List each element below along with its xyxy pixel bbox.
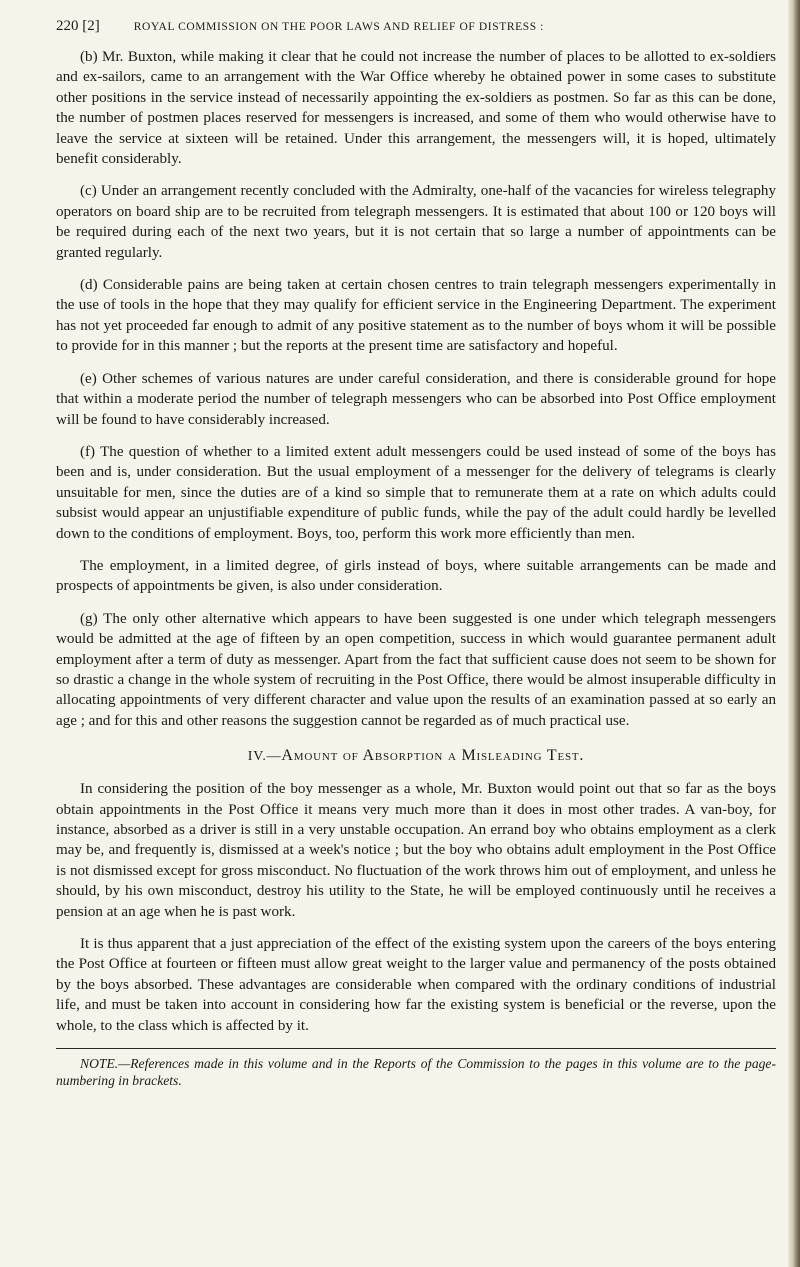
paragraph-e: (e) Other schemes of various natures are under careful consideration, and there is considerable ground for hope that within a moderate period the number of telegraph messengers who can be absorbed into Post Office employment will be found to have considerably increased. bbox=[56, 370, 776, 428]
paragraph-d: (d) Considerable pains are being taken at certain chosen centres to train telegraph messengers experimentally in the use of tools in the hope that they may qualify for efficient service in the Engineering Department. The experiment has not yet proceeded far enough to admit of any positive statement as to the number of boys whom it will be possible to provide for in this manner ; but the reports at the present time are satisfactory and hopeful. bbox=[56, 277, 776, 355]
document-page bbox=[56, 18, 776, 1089]
paragraph-girls: The employment, in a limited degree, of girls instead of boys, where suitable arrangements can be made and prospects of appointments be given, is also under consideration. bbox=[56, 557, 776, 595]
page-number: 220 [2] bbox=[56, 18, 100, 34]
section-paragraph-2: It is thus apparent that a just appreciation of the effect of the existing system upon the careers of the boys entering the Post Office at fourteen or fifteen must allow great weight to the larger value and permanency of the posts obtained by the boys absorbed. These advantages are considerable when compared with the ordinary conditions of industrial life, and must be taken into account in considering how far the existing system is beneficial or the reverse, upon the whole, to the class which is affected by it. bbox=[56, 936, 776, 1034]
page-header bbox=[56, 18, 776, 35]
paragraph-g: (g) The only other alternative which appears to have been suggested is one under which telegraph messengers would be admitted at the age of fifteen by an open competition, success in which would guarantee permanent adult employment after a term of duty as messenger. Apart from the fact that sufficient cause does not seem to be shown for so drastic a change in the whole system of recruiting in the Post Office, there would be almost insuperable difficulty in allocating appointments of very different character and value upon the results of an examination passed at so early an age ; and for this and other reasons the suggestion cannot be regarded as of much practical use. bbox=[56, 610, 776, 729]
footnote: NOTE.—References made in this volume and in the Reports of the Commission to the pages in this volume are to the page-numbering in brackets. bbox=[56, 1056, 776, 1089]
section-title: Amount of Absorption a Misleading Test. bbox=[281, 747, 585, 765]
paragraph-b: (b) Mr. Buxton, while making it clear that he could not increase the number of places to be allotted to ex-soldiers and ex-sailors, came to an arrangement with the War Office whereby he obtained power in some cases to substitute other positions in the service instead of necessarily appointing the ex-soldiers as postmen. So far as this can be done, the number of postmen places reserved for messengers is increased, and some of them who would otherwise have to leave the service at sixteen will be retained. Under this arrangement, the messengers will, it is hoped, ultimately benefit considerably. bbox=[56, 49, 776, 168]
section-numeral: IV.— bbox=[247, 749, 282, 765]
paragraph-c: (c) Under an arrangement recently concluded with the Admiralty, one-half of the vacancies for wireless telegraphy operators on board ship are to be recruited from telegraph messengers. It is estimated that about 100 or 120 boys will be required during each of the next two years, but it is not certain that so large a number of appointments can be granted regularly. bbox=[56, 183, 776, 261]
footnote-rule bbox=[56, 1048, 776, 1049]
section-paragraph-1: In considering the position of the boy messenger as a whole, Mr. Buxton would point out that so far as the boys obtain appointments in the Post Office it means very much more than it does in most other trades. A van-boy, for instance, absorbed as a driver is still in a very unstable occupation. An errand boy who obtains employment as a clerk may be, and frequently is, dismissed at a week's notice ; but the boy who obtains adult employment in the Post Office is not dismissed except for gross misconduct. No fluctuation of the work throws him out of employment, and unless he should, by his own misconduct, destroy his utility to the State, he will be employed continuously until he receives a pension at an age when he is past work. bbox=[56, 781, 776, 920]
page-edge-shadow bbox=[788, 0, 800, 1267]
paragraph-f: (f) The question of whether to a limited extent adult messengers could be used instead of some of the boys has been and is, under consideration. But the usual employment of a messenger for the delivery of telegrams is clearly unsuitable for men, since the duties are of a kind so simple that to remunerate them at a rate on which adults could subsist would appear an unjustifiable expenditure of public funds, while the pay of the adult could hardly be levelled down to the conditions of employment. Boys, too, perform this work more efficiently than men. bbox=[56, 443, 776, 542]
running-title: ROYAL COMMISSION ON THE POOR LAWS AND RELIEF OF DISTRESS : bbox=[133, 21, 544, 33]
section-heading bbox=[56, 747, 776, 765]
